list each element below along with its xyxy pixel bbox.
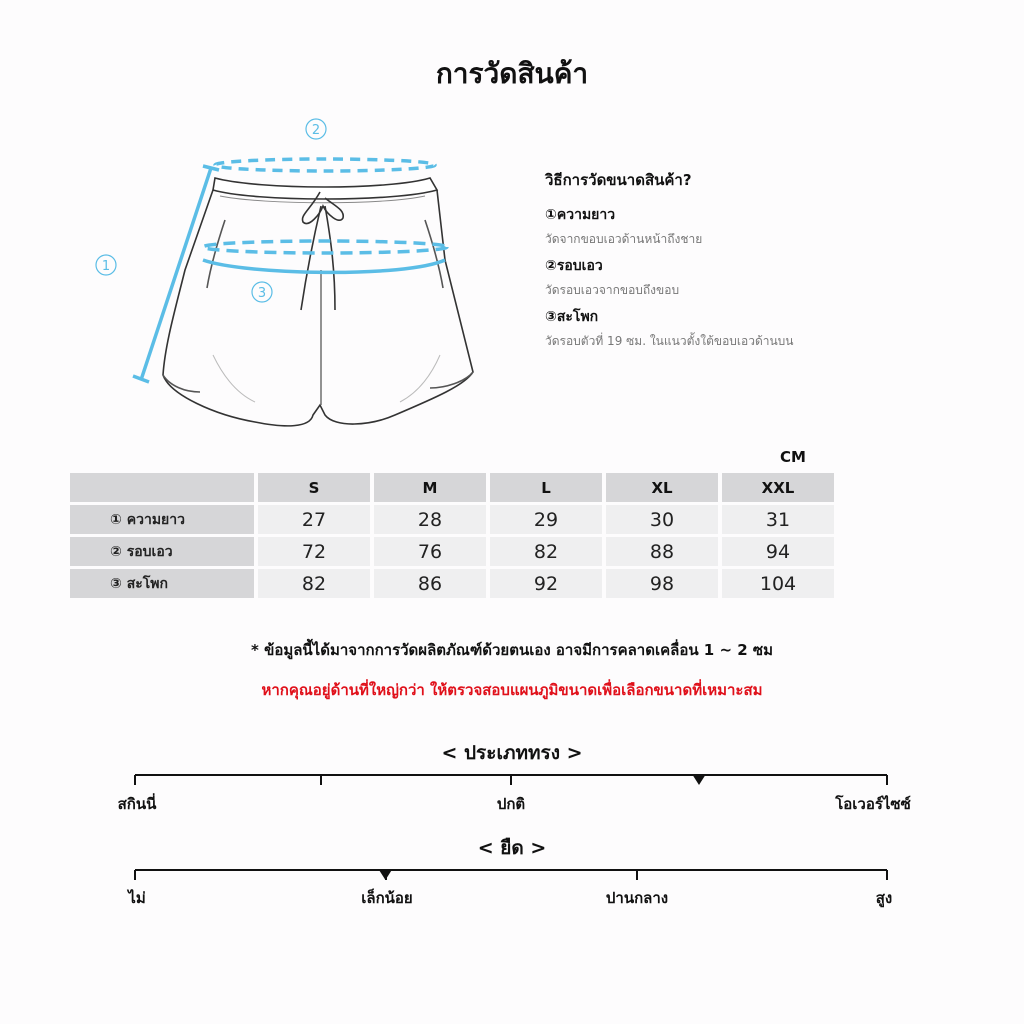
size-l-header: L [490, 473, 602, 502]
page-title: การวัดสินค้า [435, 57, 589, 90]
size-xxl-header: XXL [722, 473, 834, 502]
size-m-header: M [374, 473, 486, 502]
table-cell: 29 [490, 505, 602, 534]
row-label-hip: ③ สะโพก [70, 569, 254, 598]
table-cell: 27 [258, 505, 370, 534]
table-cell: 94 [722, 537, 834, 566]
table-row [70, 569, 834, 598]
fit-label-skinny: สกินนี่ [117, 795, 157, 813]
shorts-diagram [95, 110, 495, 450]
size-xl-header: XL [606, 473, 718, 502]
size-warning-note: หากคุณอยู่ด้านที่ใหญ่กว่า ให้ตรวจสอบแผนภูมิขนาดเพื่อเลือกขนาดที่เหมาะสม [261, 681, 763, 699]
table-cell: 30 [606, 505, 718, 534]
stretch-label-high: สูง [875, 889, 893, 907]
stretch-marker [378, 869, 392, 880]
header-blank-cell [70, 473, 254, 502]
hip-heading: ③สะโพก [545, 309, 599, 325]
length-heading: ①ความยาว [545, 207, 616, 223]
table-cell: 98 [606, 569, 718, 598]
table-cell: 92 [490, 569, 602, 598]
table-cell: 88 [606, 537, 718, 566]
fit-label-oversize: โอเวอร์ไซซ์ [835, 795, 911, 813]
length-description: วัดจากขอบเอวด้านหน้าถึงชาย [545, 232, 703, 246]
table-row [70, 505, 834, 534]
svg-text:1: 1 [101, 259, 111, 274]
table-cell: 31 [722, 505, 834, 534]
table-cell: 72 [258, 537, 370, 566]
table-cell: 82 [258, 569, 370, 598]
table-cell: 82 [490, 537, 602, 566]
table-cell: 28 [374, 505, 486, 534]
table-cell: 104 [722, 569, 834, 598]
fit-marker [692, 774, 706, 785]
svg-text:3: 3 [257, 286, 267, 301]
row-label-length: ① ความยาว [70, 505, 254, 534]
fit-label-regular: ปกติ [496, 795, 526, 813]
waist-heading: ②รอบเอว [545, 258, 603, 274]
stretch-label-slight: เล็กน้อย [361, 889, 413, 907]
table-cell: 86 [374, 569, 486, 598]
waist-description: วัดรอบเอวจากขอบถึงขอบ [545, 283, 680, 297]
hip-description: วัดรอบตัวที่ 19 ซม. ในแนวตั้งใต้ขอบเอวด้านบน [545, 334, 794, 348]
unit-label: CM [780, 448, 806, 466]
measurement-note: * ข้อมูลนี้ได้มาจากการวัดผลิตภัณฑ์ด้วยตนเอง อาจมีการคลาดเคลื่อน 1 ~ 2 ซม [251, 641, 773, 659]
fit-scale-title: < ประเภททรง > [441, 742, 583, 764]
size-s-header: S [258, 473, 370, 502]
row-label-waist: ② รอบเอว [70, 537, 254, 566]
instructions-question: วิธีการวัดขนาดสินค้า? [545, 171, 692, 189]
size-table [66, 470, 838, 601]
stretch-scale-title: < ยืด > [477, 837, 547, 859]
size-header-row [70, 473, 834, 502]
table-row [70, 537, 834, 566]
svg-text:2: 2 [311, 123, 321, 138]
stretch-label-none: ไม่ [128, 889, 146, 907]
measurement-instructions [545, 168, 905, 357]
table-cell: 76 [374, 537, 486, 566]
stretch-label-medium: ปานกลาง [605, 889, 669, 907]
